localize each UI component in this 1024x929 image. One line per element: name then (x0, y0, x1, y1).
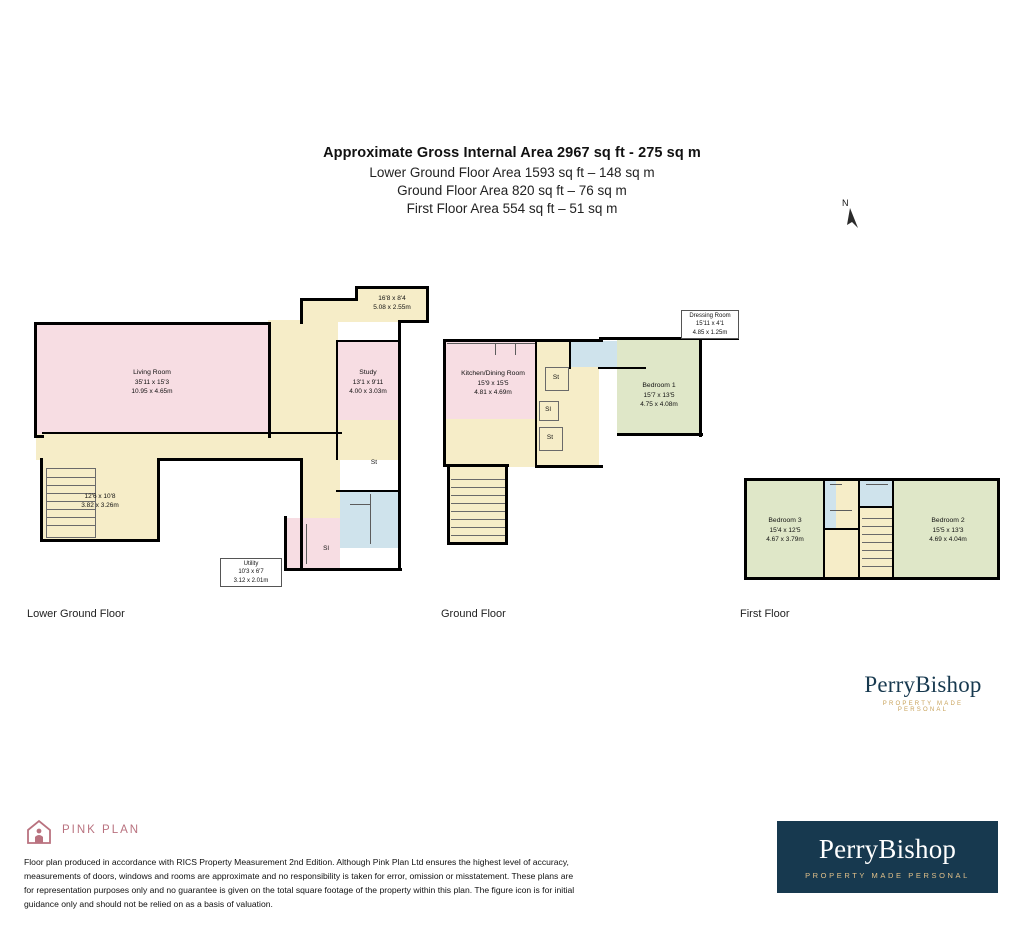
compass-north-label: N (842, 198, 849, 208)
floor-label-first: First Floor (740, 608, 790, 620)
wall (34, 435, 44, 438)
label-top-annex: 16'8 x 8'4 5.08 x 2.55m (373, 295, 411, 312)
floor-label-ground: Ground Floor (441, 608, 506, 620)
label-bedroom1: Bedroom 1 15'7 x 13'5 4.75 x 4.08m (640, 382, 678, 409)
label-study: Study 13'1 x 9'11 4.00 x 3.03m (349, 369, 387, 396)
label-store-g3: St (546, 434, 554, 441)
lower-ground-floor-plan (20, 280, 440, 600)
wall (860, 506, 894, 508)
house-icon (24, 818, 54, 846)
label-utility: Utility 10'3 x 6'7 3.12 x 2.01m (220, 558, 282, 587)
pink-plan-logo (24, 818, 224, 846)
wall (157, 458, 303, 461)
wall (284, 516, 287, 570)
wall (997, 478, 1000, 580)
wall (40, 539, 160, 542)
label-store-utility: Sl (323, 545, 329, 552)
disclaimer-text: Floor plan produced in accordance with RICS Property Measurement 2nd Edition. Although Pink Plan Ltd ensures the highest level of accuracy, measurements of doors, windows and rooms are approximate and no responsibility is taken for error, omission or misstatement. These plans are for representation purposes only and no guarantee is given on the total square footage of the property within this plan. The figure icon is for initial guidance only and should not be relied on as a basis of valuation. (24, 857, 575, 909)
wall (284, 568, 402, 571)
label-kitchen-dining: Kitchen/Dining Room 15'9 x 15'5 4.81 x 4.69m (461, 370, 525, 397)
floor-label-lower-ground: Lower Ground Floor (27, 608, 125, 620)
wall (443, 464, 509, 467)
staircase-ground (451, 471, 505, 539)
wall (447, 542, 507, 545)
label-living-room: Living Room 35'11 x 15'3 10.95 x 4.65m (131, 369, 173, 396)
wall (443, 339, 446, 467)
first-floor-plan (738, 470, 1008, 595)
label-store-g2: Sl (545, 406, 551, 413)
hall-lower-long (36, 434, 340, 460)
wall (300, 298, 358, 301)
agent-name-top: PerryBishop (864, 672, 982, 697)
wall (398, 460, 401, 570)
wall (447, 467, 450, 545)
wall (598, 367, 646, 369)
compass-icon (836, 200, 876, 234)
wall (34, 322, 270, 325)
wall (268, 322, 271, 438)
label-dressing-room: Dressing Room 15'11 x 4'1 4.85 x 1.25m (681, 310, 739, 339)
wall (892, 480, 894, 578)
wall (336, 340, 400, 342)
agent-tagline-top: PROPERTY MADE PERSONAL (882, 701, 964, 713)
wall (300, 458, 303, 570)
ground-floor-plan (435, 305, 745, 595)
wall (744, 577, 1000, 580)
agent-logo-box (777, 821, 998, 893)
first-floor-area: First Floor Area 554 sq ft – 51 sq m (406, 201, 618, 216)
agent-name-box: PerryBishop (818, 834, 957, 864)
ground-floor-area: Ground Floor Area 820 sq ft – 76 sq m (397, 183, 627, 198)
label-bedroom3: Bedroom 3 15'4 x 12'5 4.67 x 3.79m (766, 517, 804, 544)
wall (336, 340, 338, 460)
wall (40, 458, 43, 542)
wall (34, 322, 37, 438)
lower-ground-area: Lower Ground Floor Area 1593 sq ft – 148 sq m (369, 165, 655, 180)
ground-hall-left (445, 419, 537, 467)
pink-plan-text: PINK PLAN (62, 824, 141, 836)
wall (443, 339, 603, 342)
wall (824, 528, 860, 530)
wall (535, 465, 603, 468)
staircase-first (862, 510, 892, 572)
wall (398, 320, 429, 323)
gross-internal-area: Approximate Gross Internal Area 2967 sq ft - 275 sq m (323, 145, 701, 161)
agent-tagline-box: PROPERTY MADE PERSONAL (805, 871, 970, 880)
label-store-g1: St (552, 374, 560, 381)
label-store-lg: St (370, 459, 378, 466)
wall (336, 490, 400, 492)
wall (355, 286, 429, 289)
wall (617, 433, 703, 436)
wall (535, 341, 537, 467)
store-lobby (338, 420, 400, 460)
room-shower-ground (571, 341, 599, 367)
label-bedroom2: Bedroom 2 15'5 x 13'3 4.69 x 4.04m (929, 517, 967, 544)
agent-logo-top (858, 672, 988, 713)
wall (42, 432, 342, 434)
wall (744, 478, 1000, 481)
wall (569, 341, 571, 369)
wall (505, 467, 508, 545)
wall (300, 300, 303, 324)
wall (157, 458, 160, 542)
hall-upper (268, 320, 302, 438)
label-lower-left-room: 12'6 x 10'8 3.82 x 3.26m (81, 493, 119, 510)
